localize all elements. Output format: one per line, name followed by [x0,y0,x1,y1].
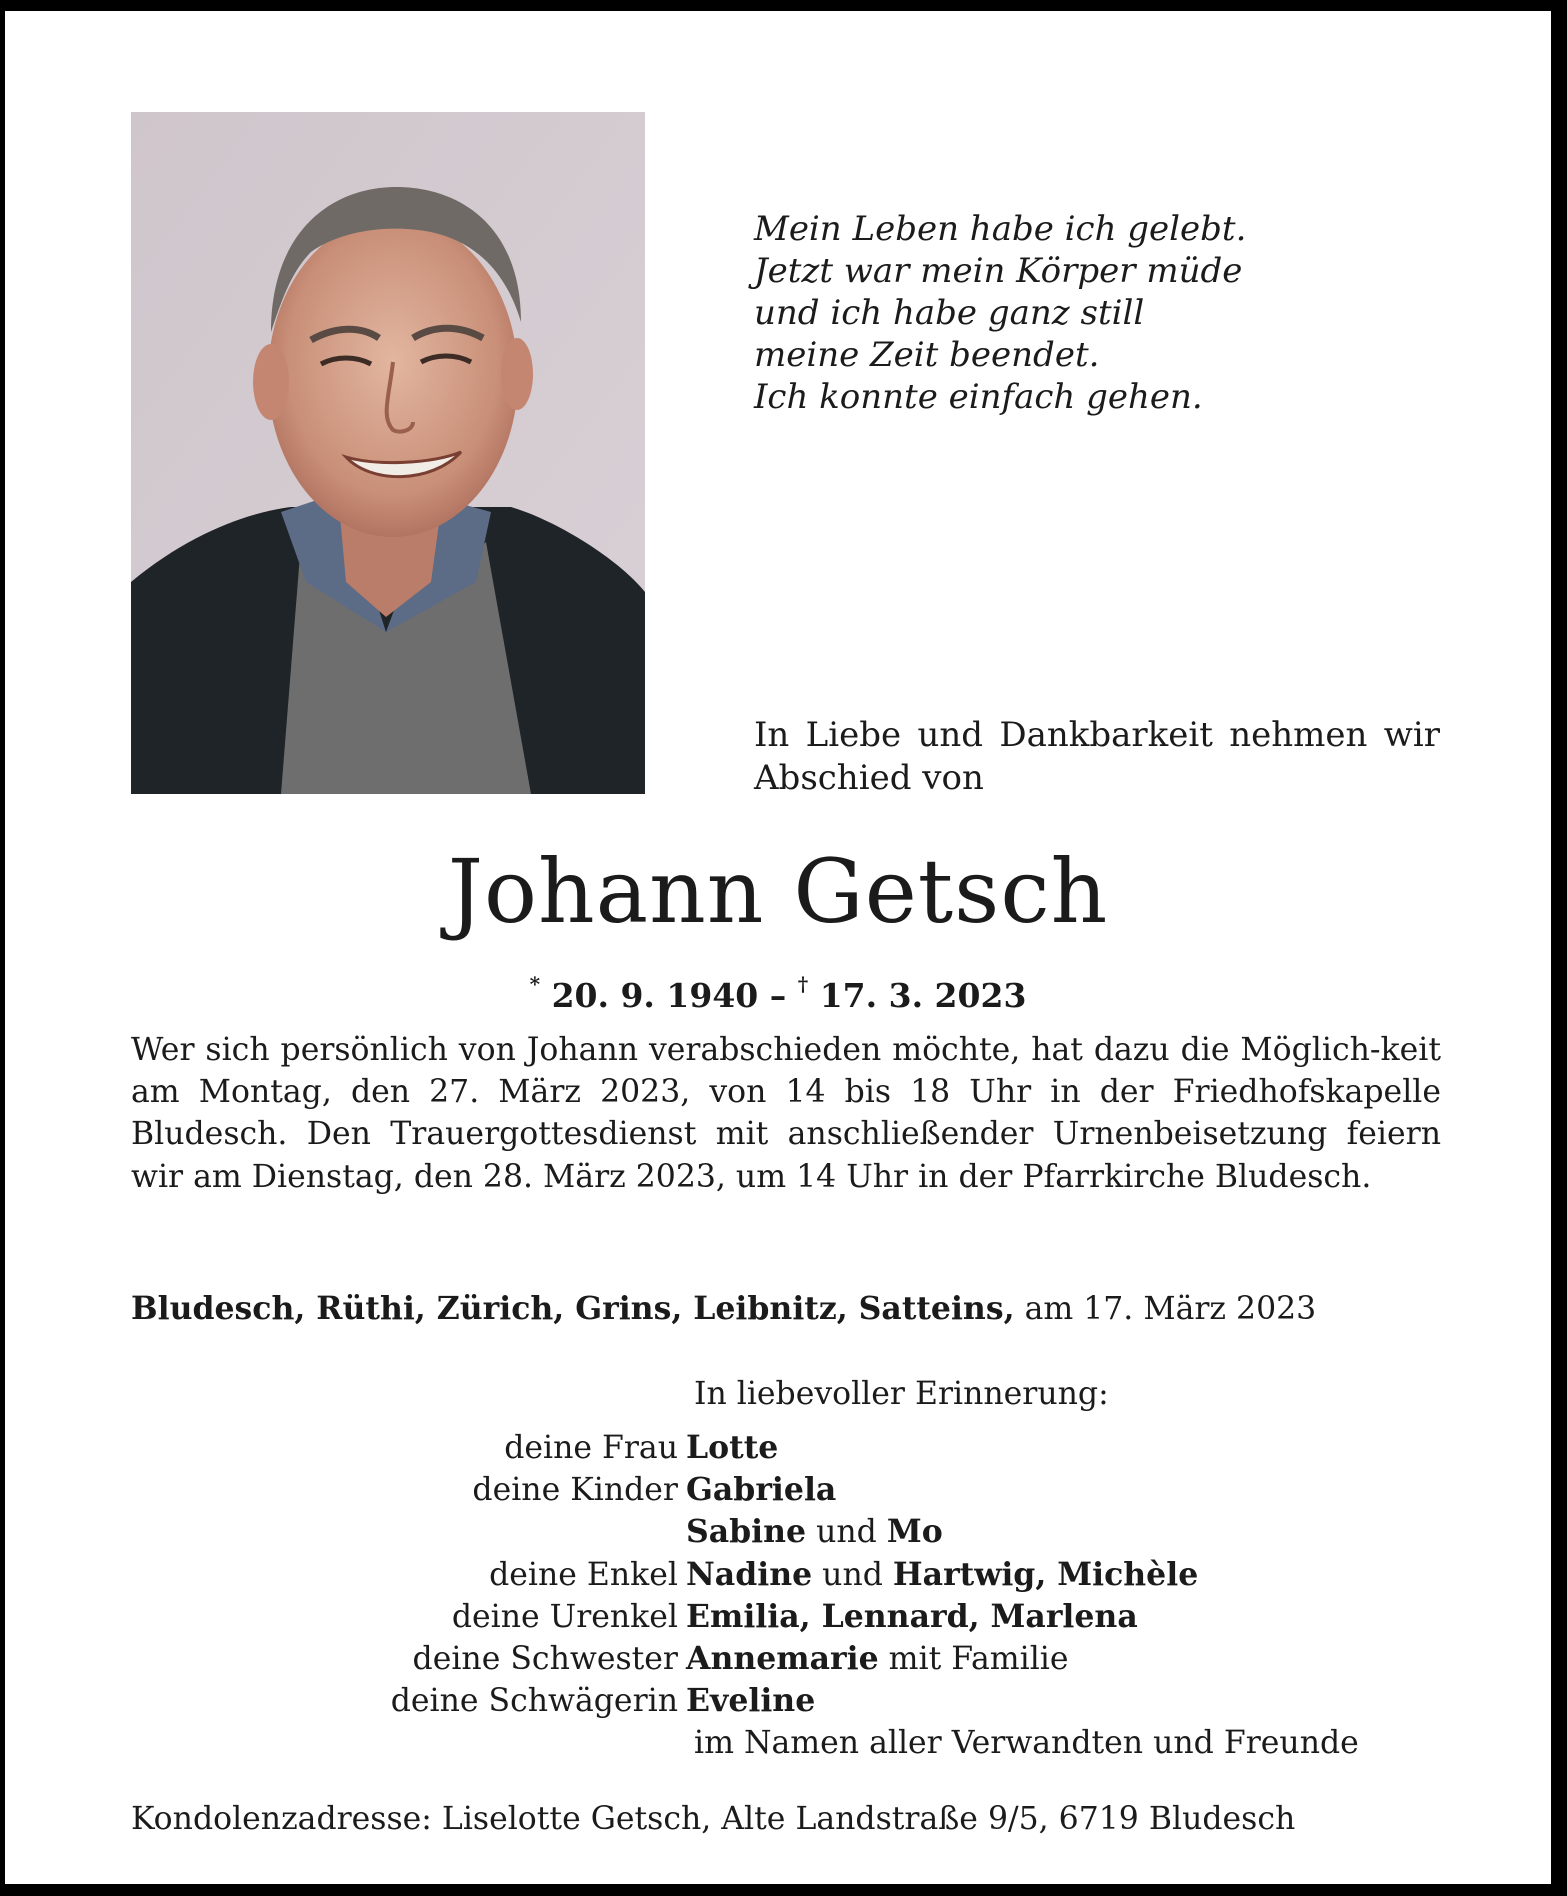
family-relation: deine Enkel [489,1556,678,1593]
family-row [131,1469,1451,1511]
places-towns: Bludesch, Rüthi, Zürich, Grins, Leibnitz, Satteins, [131,1290,1015,1327]
condolence-address: Kondolenzadresse: Liselotte Getsch, Alte Landstraße 9/5, 6719 Bludesch [131,1801,1296,1837]
family-names: Eveline [686,1682,816,1720]
birth-date: 20. 9. 1940 [551,976,759,1015]
family-row [131,1554,1451,1596]
date-separator: – [769,976,787,1015]
places-line [131,1288,1441,1330]
obituary-page [5,11,1551,1884]
family-names: Nadine und Hartwig, Michèle [686,1555,1199,1593]
family-row [131,1596,1451,1638]
family-relation [131,1511,686,1553]
birth-symbol: * [529,972,541,996]
family-list [131,1427,1451,1722]
family-row [131,1427,1451,1469]
poem-line: Ich konnte einfach gehen. [754,377,1203,417]
family-relation: deine Kinder [472,1472,678,1509]
portrait-icon [131,112,645,794]
family-row [131,1511,1451,1553]
family-relation: deine Schwägerin [390,1683,678,1720]
portrait-photo [131,112,645,794]
funeral-details: Wer sich persönlich von Johann verabschieden möchte, hat dazu die Möglich-keit am Montag, den 27. März 2023, von 14 bis 18 Uhr in der Friedhofskapelle Bludesch. Den Trauergottesdienst mit anschließender Urnenbeisetzung feiern wir am Dienstag, den 28. März 2023, um 14 Uhr in der Pfarrkirche Bludesch. [131,1032,1441,1195]
family-relation: deine Schwester [412,1641,678,1678]
closing-line: im Namen aller Verwandten und Freunde [694,1725,1359,1761]
life-dates [5,967,1551,1017]
family-names: Lotte [686,1429,779,1466]
family-names: Sabine und Mo [686,1513,943,1551]
family-names: Emilia, Lennard, Marlena [686,1597,1138,1635]
places-date: am 17. März 2023 [1024,1291,1317,1327]
poem-line: und ich habe ganz still [754,293,1145,333]
family-relation: deine Urenkel [451,1598,678,1635]
poem [754,208,1474,418]
deceased-name: Johann Getsch [447,840,1109,943]
death-date: 17. 3. 2023 [819,976,1027,1015]
memory-heading: In liebevoller Erinnerung: [694,1376,1109,1412]
poem-line: Jetzt war mein Körper müde [754,251,1243,291]
family-relation: deine Frau [504,1430,678,1466]
intro-text: In Liebe und Dankbarkeit nehmen wir Abschied von [754,715,1440,798]
poem-line: meine Zeit beendet. [754,335,1100,375]
poem-line: Mein Leben habe ich gelebt. [754,209,1247,249]
family-row [131,1638,1451,1680]
family-names: Annemarie mit Familie [686,1640,1069,1678]
death-symbol: † [797,972,809,996]
family-names: Gabriela [686,1471,837,1509]
family-row [131,1680,1451,1722]
